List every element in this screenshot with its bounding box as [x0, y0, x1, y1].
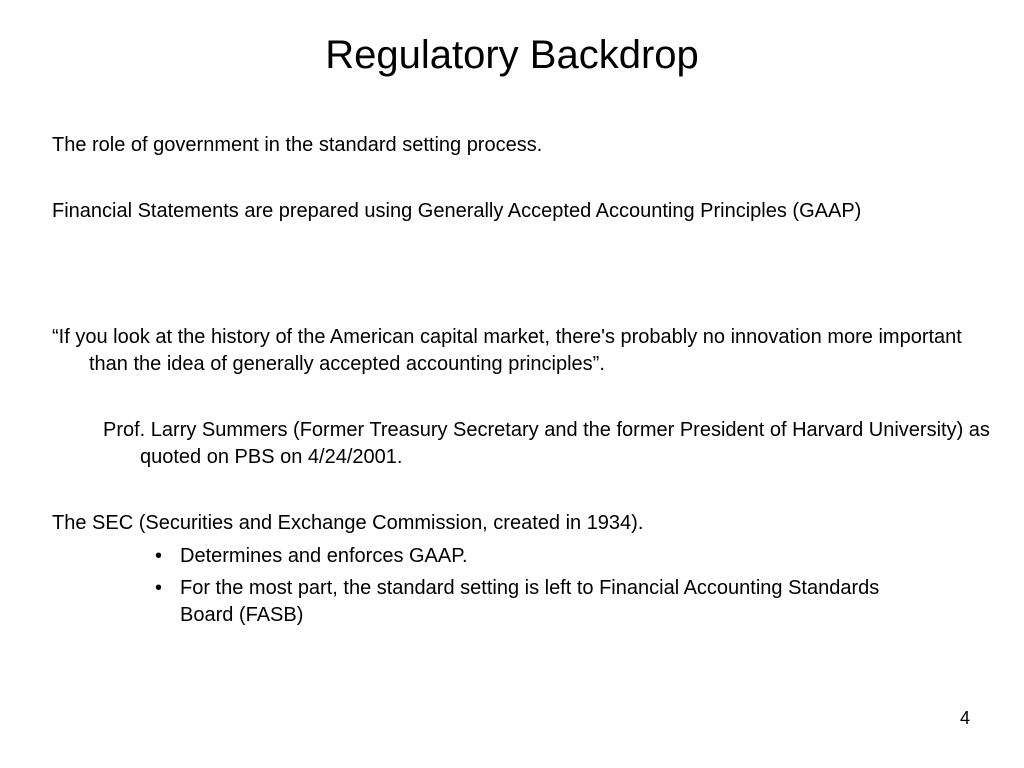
bullet-item-fasb: [155, 575, 915, 629]
slide-title: Regulatory Backdrop: [325, 33, 699, 77]
bullet-dot-icon: •: [155, 545, 163, 567]
bullet-item-gaap: [155, 543, 915, 570]
bullet-text: Determines and enforces GAAP.: [180, 545, 468, 567]
intro-paragraph: The role of government in the standard setting process.: [52, 134, 543, 156]
sec-paragraph: The SEC (Securities and Exchange Commission, created in 1934).: [52, 512, 644, 534]
quote-paragraph: “If you look at the history of the American capital market, there's probably no innovation more important than the idea of generally accepted accounting principles”.: [52, 326, 962, 375]
quote-attribution: Prof. Larry Summers (Former Treasury Secretary and the former President of Harvard University) as quoted on PBS on 4/24/2001.: [103, 419, 990, 468]
bullet-text: For the most part, the standard setting is left to Financial Accounting Standards Board (FASB): [180, 577, 880, 626]
page-number: 4: [959, 708, 970, 728]
gaap-paragraph: Financial Statements are prepared using Generally Accepted Accounting Principles (GAAP): [52, 200, 862, 222]
bullet-dot-icon: •: [155, 577, 163, 599]
sec-bullet-list: [155, 543, 915, 634]
